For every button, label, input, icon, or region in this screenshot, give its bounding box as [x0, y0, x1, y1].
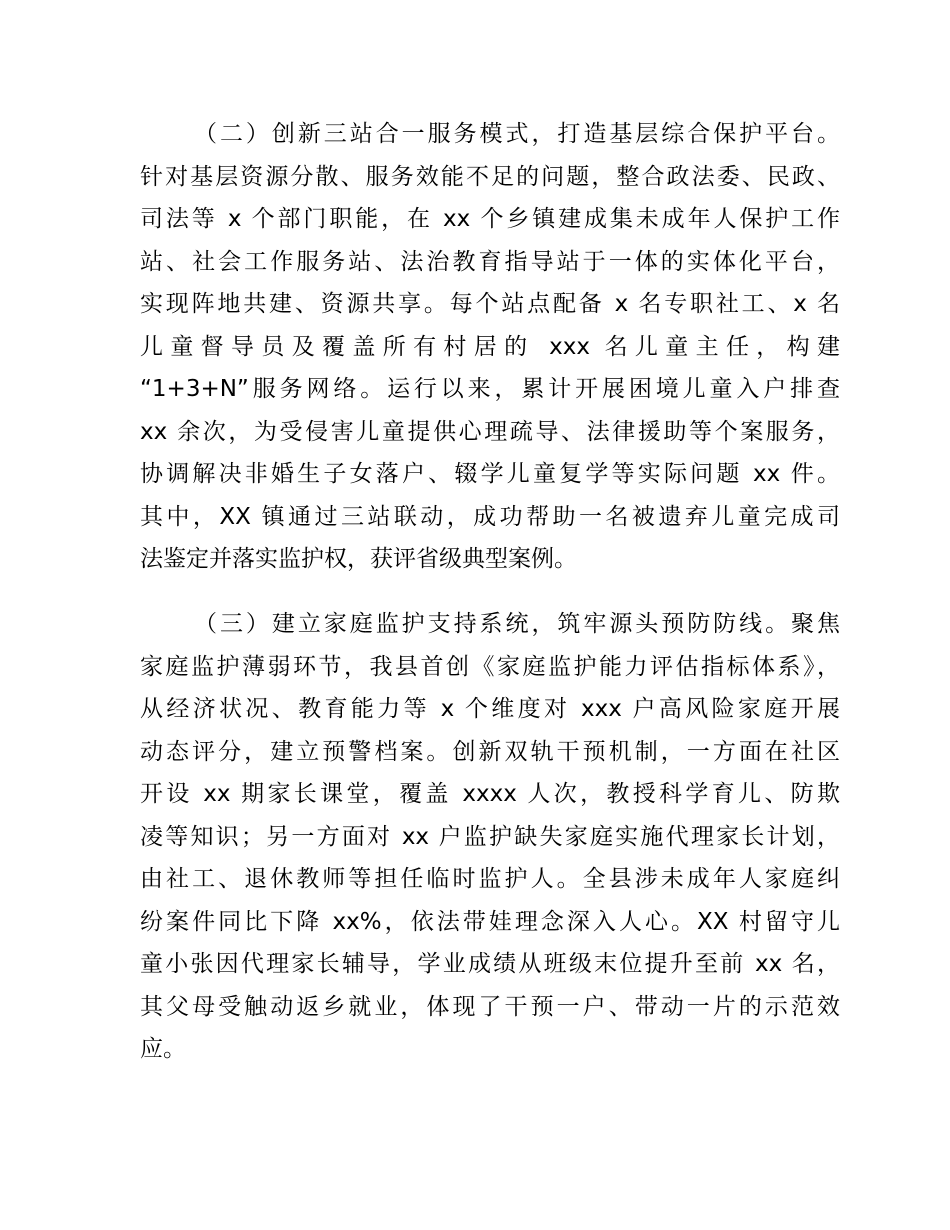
- text-line: 司法等 x 个部门职能，在 xx 个乡镇建成集未成年人保护工作: [140, 206, 840, 232]
- text-line: “1+3+N”服务网络。运行以来，累计开展困境儿童入户排查: [140, 376, 840, 402]
- text-line: 开设 xx 期家长课堂，覆盖 xxxx 人次，教授科学育儿、防欺: [140, 781, 840, 807]
- text-line: 其父母受触动返乡就业，体现了干预一户、带动一片的示范效: [140, 993, 840, 1020]
- paragraph-section-3: [140, 603, 840, 1071]
- text-line: 由社工、退休教师等担任临时监护人。全县涉未成年人家庭纠: [140, 866, 840, 892]
- text-line: 家庭监护薄弱环节，我县首创《家庭监护能力评估指标体系》，: [140, 653, 840, 680]
- text-line: 协调解决非婚生子女落户、辍学儿童复学等实际问题 xx 件。: [140, 461, 840, 487]
- text-line: 童小张因代理家长辅导，学业成绩从班级末位提升至前 xx 名，: [140, 951, 840, 977]
- text-line: 站、社会工作服务站、法治教育指导站于一体的实体化平台，: [140, 248, 840, 275]
- text-line: 从经济状况、教育能力等 x 个维度对 xxx 户高风险家庭开展: [140, 696, 840, 722]
- text-line: 纷案件同比下降 xx%，依法带娃理念深入人心。XX 村留守儿: [140, 908, 840, 935]
- text-line: 法鉴定并落实监护权，获评省级典型案例。: [140, 546, 577, 572]
- text-line: 儿童督导员及覆盖所有村居的 xxx 名儿童主任，构建: [140, 333, 840, 360]
- text-line: 动态评分，建立预警档案。创新双轨干预机制，一方面在社区: [140, 738, 840, 765]
- text-line: 凌等知识；另一方面对 xx 户监护缺失家庭实施代理家长计划，: [140, 823, 840, 850]
- text-line: （三）建立家庭监护支持系统，筑牢源头预防防线。聚焦: [194, 611, 840, 637]
- text-line: （二）创新三站合一服务模式，打造基层综合保护平台。: [194, 121, 840, 147]
- text-line: 应。: [140, 1036, 186, 1062]
- text-line: 针对基层资源分散、服务效能不足的问题，整合政法委、民政、: [140, 163, 840, 190]
- text-line: 其中，XX 镇通过三站联动，成功帮助一名被遗弃儿童完成司: [140, 503, 840, 530]
- paragraph-section-2: [140, 113, 840, 581]
- text-line: 实现阵地共建、资源共享。每个站点配备 x 名专职社工、x 名: [140, 291, 840, 317]
- text-line: xx 余次，为受侵害儿童提供心理疏导、法律援助等个案服务，: [140, 418, 840, 445]
